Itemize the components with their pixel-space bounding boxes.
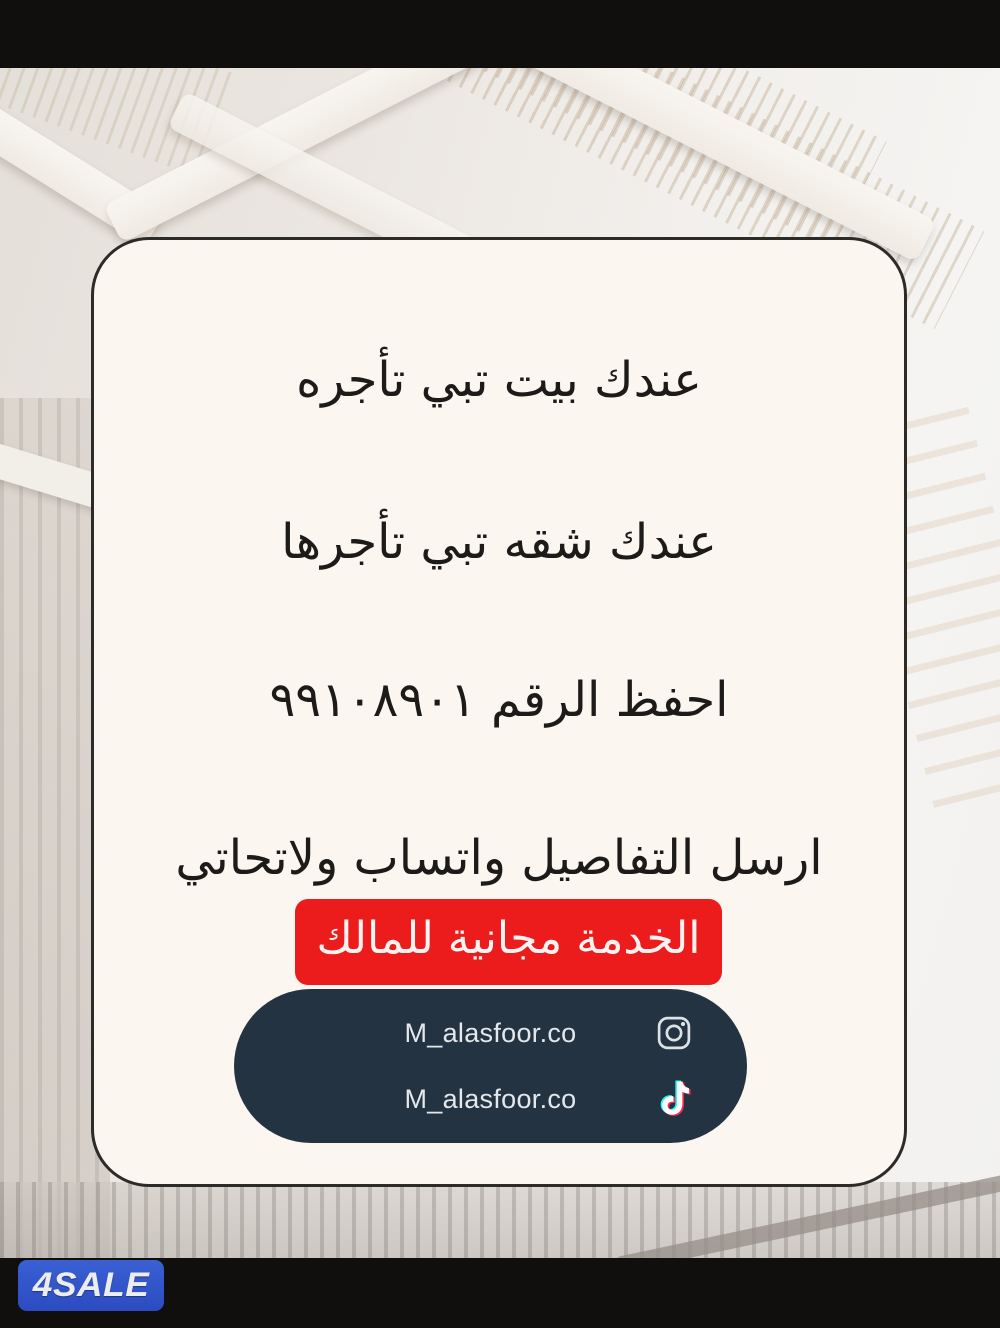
free-service-badge-label: الخدمة مجانية للمالك — [316, 913, 701, 964]
instagram-handle: M_alasfoor.co — [404, 1018, 577, 1048]
foursale-watermark-label: 4SALE — [32, 1266, 150, 1304]
top-letterbox-bar — [0, 0, 1000, 68]
save-number-line: احفظ الرقم ٩٩١٠٨٩٠١ — [269, 672, 729, 728]
bottom-letterbox-bar — [0, 1258, 1000, 1328]
instagram-contact-row — [234, 1008, 747, 1058]
tiktok-icon — [651, 1078, 693, 1120]
tiktok-handle: M_alasfoor.co — [404, 1084, 577, 1114]
instagram-icon — [655, 1014, 693, 1052]
tiktok-contact-row — [234, 1074, 747, 1124]
foursale-watermark-badge — [18, 1260, 164, 1311]
ad-card — [91, 237, 907, 1187]
free-service-badge — [295, 899, 722, 985]
headline-house-line: عندك بيت تبي تأجره — [296, 352, 702, 408]
social-contacts-pill — [234, 989, 747, 1143]
send-details-line: ارسل التفاصيل واتساب ولاتحاتي — [175, 830, 823, 886]
headline-apartment-line: عندك شقه تبي تأجرها — [281, 514, 717, 570]
